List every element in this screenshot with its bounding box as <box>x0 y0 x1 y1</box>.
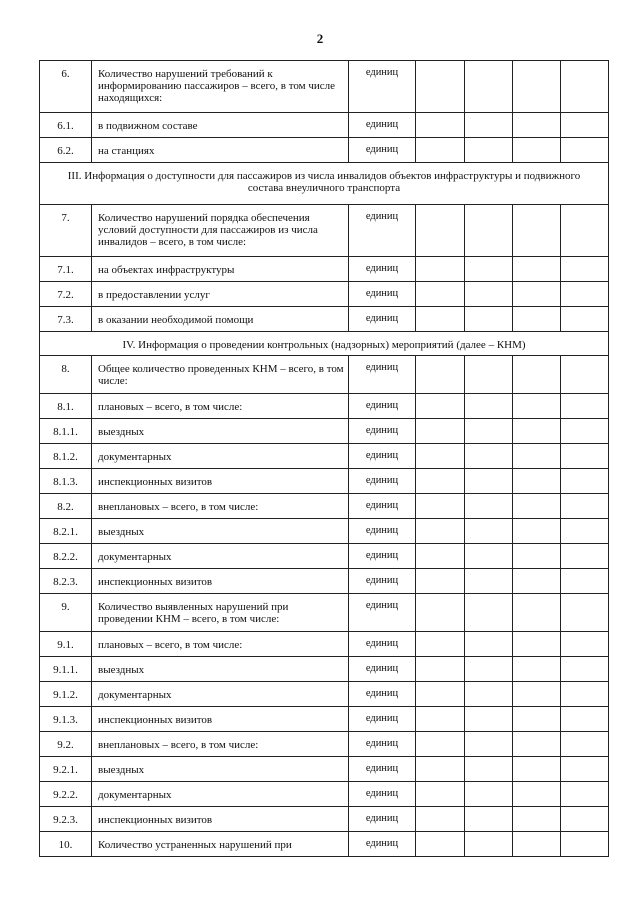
empty-value-cell <box>416 782 465 807</box>
row-number: 9.1. <box>40 632 92 657</box>
empty-value-cell <box>416 307 465 332</box>
empty-value-cell <box>561 707 609 732</box>
row-number: 7. <box>40 205 92 257</box>
empty-value-cell <box>513 113 561 138</box>
row-unit: единиц <box>349 356 416 394</box>
empty-value-cell <box>561 469 609 494</box>
row-description: документарных <box>92 682 349 707</box>
empty-value-cell <box>416 356 465 394</box>
empty-value-cell <box>416 544 465 569</box>
empty-value-cell <box>465 444 513 469</box>
row-number: 7.2. <box>40 282 92 307</box>
row-unit: единиц <box>349 138 416 163</box>
row-description: в предоставлении услуг <box>92 282 349 307</box>
section-title: IV. Информация о проведении контрольных (надзорных) мероприятий (далее – КНМ) <box>40 332 609 356</box>
empty-value-cell <box>561 757 609 782</box>
empty-value-cell <box>561 732 609 757</box>
empty-value-cell <box>513 444 561 469</box>
row-description: Количество выявленных нарушений при проведении КНМ – всего, в том числе: <box>92 594 349 632</box>
empty-value-cell <box>416 832 465 857</box>
empty-value-cell <box>513 494 561 519</box>
row-unit: единиц <box>349 519 416 544</box>
row-number: 9.1.2. <box>40 682 92 707</box>
empty-value-cell <box>513 282 561 307</box>
table-row <box>40 757 609 782</box>
table-row <box>40 569 609 594</box>
table-row <box>40 657 609 682</box>
table-row <box>40 419 609 444</box>
row-description: плановых – всего, в том числе: <box>92 632 349 657</box>
table-row <box>40 807 609 832</box>
empty-value-cell <box>465 205 513 257</box>
empty-value-cell <box>513 569 561 594</box>
table-row <box>40 113 609 138</box>
empty-value-cell <box>465 807 513 832</box>
table-row <box>40 544 609 569</box>
table-row <box>40 444 609 469</box>
empty-value-cell <box>416 282 465 307</box>
row-description: на станциях <box>92 138 349 163</box>
row-unit: единиц <box>349 707 416 732</box>
empty-value-cell <box>416 807 465 832</box>
empty-value-cell <box>416 682 465 707</box>
section-header-row <box>40 332 609 356</box>
empty-value-cell <box>465 544 513 569</box>
empty-value-cell <box>416 138 465 163</box>
empty-value-cell <box>513 782 561 807</box>
table-row <box>40 832 609 857</box>
empty-value-cell <box>465 832 513 857</box>
row-description: в оказании необходимой помощи <box>92 307 349 332</box>
table-row <box>40 494 609 519</box>
empty-value-cell <box>465 307 513 332</box>
empty-value-cell <box>513 138 561 163</box>
empty-value-cell <box>561 832 609 857</box>
row-number: 9. <box>40 594 92 632</box>
empty-value-cell <box>416 732 465 757</box>
empty-value-cell <box>513 632 561 657</box>
row-description: Количество нарушений порядка обеспечения условий доступности для пассажиров из числа инвалидов – всего, в том числе: <box>92 205 349 257</box>
empty-value-cell <box>416 469 465 494</box>
row-unit: единиц <box>349 205 416 257</box>
row-unit: единиц <box>349 394 416 419</box>
row-unit: единиц <box>349 257 416 282</box>
row-description: документарных <box>92 544 349 569</box>
table-row <box>40 307 609 332</box>
empty-value-cell <box>561 444 609 469</box>
empty-value-cell <box>465 257 513 282</box>
empty-value-cell <box>416 419 465 444</box>
table-row <box>40 394 609 419</box>
row-number: 9.2. <box>40 732 92 757</box>
row-number: 8.2.3. <box>40 569 92 594</box>
row-number: 8. <box>40 356 92 394</box>
row-description: в подвижном составе <box>92 113 349 138</box>
empty-value-cell <box>465 707 513 732</box>
empty-value-cell <box>561 419 609 444</box>
row-number: 8.2.1. <box>40 519 92 544</box>
empty-value-cell <box>513 356 561 394</box>
row-number: 8.2.2. <box>40 544 92 569</box>
empty-value-cell <box>416 594 465 632</box>
empty-value-cell <box>465 113 513 138</box>
empty-value-cell <box>513 307 561 332</box>
empty-value-cell <box>416 444 465 469</box>
row-number: 8.1.3. <box>40 469 92 494</box>
empty-value-cell <box>561 138 609 163</box>
empty-value-cell <box>561 782 609 807</box>
empty-value-cell <box>561 519 609 544</box>
row-description: документарных <box>92 444 349 469</box>
empty-value-cell <box>513 519 561 544</box>
empty-value-cell <box>416 113 465 138</box>
empty-value-cell <box>465 757 513 782</box>
table-row <box>40 257 609 282</box>
row-description: выездных <box>92 419 349 444</box>
row-unit: единиц <box>349 832 416 857</box>
empty-value-cell <box>513 682 561 707</box>
empty-value-cell <box>513 61 561 113</box>
empty-value-cell <box>465 419 513 444</box>
row-description: плановых – всего, в том числе: <box>92 394 349 419</box>
row-unit: единиц <box>349 494 416 519</box>
empty-value-cell <box>416 494 465 519</box>
empty-value-cell <box>561 307 609 332</box>
row-unit: единиц <box>349 569 416 594</box>
row-description: Общее количество проведенных КНМ – всего, в том числе: <box>92 356 349 394</box>
row-unit: единиц <box>349 757 416 782</box>
empty-value-cell <box>513 594 561 632</box>
empty-value-cell <box>416 757 465 782</box>
table-row <box>40 782 609 807</box>
empty-value-cell <box>561 494 609 519</box>
table-row <box>40 594 609 632</box>
empty-value-cell <box>416 257 465 282</box>
row-description: инспекционных визитов <box>92 807 349 832</box>
table-row <box>40 732 609 757</box>
row-number: 8.1.2. <box>40 444 92 469</box>
empty-value-cell <box>513 205 561 257</box>
empty-value-cell <box>513 657 561 682</box>
empty-value-cell <box>513 469 561 494</box>
empty-value-cell <box>513 757 561 782</box>
empty-value-cell <box>513 832 561 857</box>
row-description: выездных <box>92 657 349 682</box>
row-unit: единиц <box>349 469 416 494</box>
row-description: выездных <box>92 757 349 782</box>
empty-value-cell <box>513 394 561 419</box>
empty-value-cell <box>513 707 561 732</box>
empty-value-cell <box>561 594 609 632</box>
row-number: 9.1.1. <box>40 657 92 682</box>
table-row <box>40 282 609 307</box>
empty-value-cell <box>465 61 513 113</box>
empty-value-cell <box>465 657 513 682</box>
row-number: 7.1. <box>40 257 92 282</box>
empty-value-cell <box>416 707 465 732</box>
row-unit: единиц <box>349 682 416 707</box>
empty-value-cell <box>416 205 465 257</box>
row-description: инспекционных визитов <box>92 469 349 494</box>
empty-value-cell <box>465 519 513 544</box>
empty-value-cell <box>416 569 465 594</box>
row-unit: единиц <box>349 807 416 832</box>
empty-value-cell <box>561 113 609 138</box>
empty-value-cell <box>561 682 609 707</box>
empty-value-cell <box>465 569 513 594</box>
row-unit: единиц <box>349 61 416 113</box>
row-description: на объектах инфраструктуры <box>92 257 349 282</box>
empty-value-cell <box>465 594 513 632</box>
table-row <box>40 356 609 394</box>
empty-value-cell <box>561 257 609 282</box>
row-number: 6.1. <box>40 113 92 138</box>
empty-value-cell <box>561 632 609 657</box>
empty-value-cell <box>513 807 561 832</box>
row-description: Количество устраненных нарушений при <box>92 832 349 857</box>
row-number: 7.3. <box>40 307 92 332</box>
row-description: выездных <box>92 519 349 544</box>
row-description: инспекционных визитов <box>92 569 349 594</box>
empty-value-cell <box>561 61 609 113</box>
row-unit: единиц <box>349 419 416 444</box>
empty-value-cell <box>513 257 561 282</box>
row-number: 10. <box>40 832 92 857</box>
row-unit: единиц <box>349 307 416 332</box>
empty-value-cell <box>465 682 513 707</box>
section-title: III. Информация о доступности для пассажиров из числа инвалидов объектов инфраструктуры и подвижного состава внеуличного транспорта <box>40 163 609 205</box>
row-description: внеплановых – всего, в том числе: <box>92 494 349 519</box>
row-unit: единиц <box>349 732 416 757</box>
empty-value-cell <box>465 469 513 494</box>
empty-value-cell <box>561 569 609 594</box>
row-number: 8.1.1. <box>40 419 92 444</box>
empty-value-cell <box>561 657 609 682</box>
section-header-row <box>40 163 609 205</box>
empty-value-cell <box>561 356 609 394</box>
page-number: 2 <box>316 31 324 46</box>
empty-value-cell <box>513 544 561 569</box>
row-unit: единиц <box>349 632 416 657</box>
empty-value-cell <box>465 632 513 657</box>
row-unit: единиц <box>349 544 416 569</box>
table-row <box>40 138 609 163</box>
table-row <box>40 469 609 494</box>
empty-value-cell <box>561 394 609 419</box>
empty-value-cell <box>513 419 561 444</box>
empty-value-cell <box>513 732 561 757</box>
row-number: 8.2. <box>40 494 92 519</box>
empty-value-cell <box>416 632 465 657</box>
report-table <box>39 60 609 857</box>
row-unit: единиц <box>349 782 416 807</box>
table-row <box>40 682 609 707</box>
empty-value-cell <box>465 282 513 307</box>
row-number: 6. <box>40 61 92 113</box>
table-row <box>40 632 609 657</box>
row-unit: единиц <box>349 282 416 307</box>
empty-value-cell <box>465 394 513 419</box>
row-number: 9.2.2. <box>40 782 92 807</box>
row-unit: единиц <box>349 444 416 469</box>
empty-value-cell <box>465 732 513 757</box>
row-description: внеплановых – всего, в том числе: <box>92 732 349 757</box>
empty-value-cell <box>561 205 609 257</box>
empty-value-cell <box>416 394 465 419</box>
row-number: 9.2.3. <box>40 807 92 832</box>
row-number: 8.1. <box>40 394 92 419</box>
table-row <box>40 707 609 732</box>
empty-value-cell <box>465 494 513 519</box>
empty-value-cell <box>465 356 513 394</box>
row-unit: единиц <box>349 657 416 682</box>
row-description: Количество нарушений требований к информированию пассажиров – всего, в том числе находящихся: <box>92 61 349 113</box>
empty-value-cell <box>416 61 465 113</box>
row-number: 6.2. <box>40 138 92 163</box>
table-row <box>40 519 609 544</box>
empty-value-cell <box>416 657 465 682</box>
empty-value-cell <box>465 782 513 807</box>
empty-value-cell <box>561 807 609 832</box>
row-number: 9.1.3. <box>40 707 92 732</box>
row-unit: единиц <box>349 594 416 632</box>
row-description: документарных <box>92 782 349 807</box>
row-description: инспекционных визитов <box>92 707 349 732</box>
table-row <box>40 205 609 257</box>
empty-value-cell <box>416 519 465 544</box>
empty-value-cell <box>561 282 609 307</box>
empty-value-cell <box>561 544 609 569</box>
empty-value-cell <box>465 138 513 163</box>
row-unit: единиц <box>349 113 416 138</box>
row-number: 9.2.1. <box>40 757 92 782</box>
table-row <box>40 61 609 113</box>
